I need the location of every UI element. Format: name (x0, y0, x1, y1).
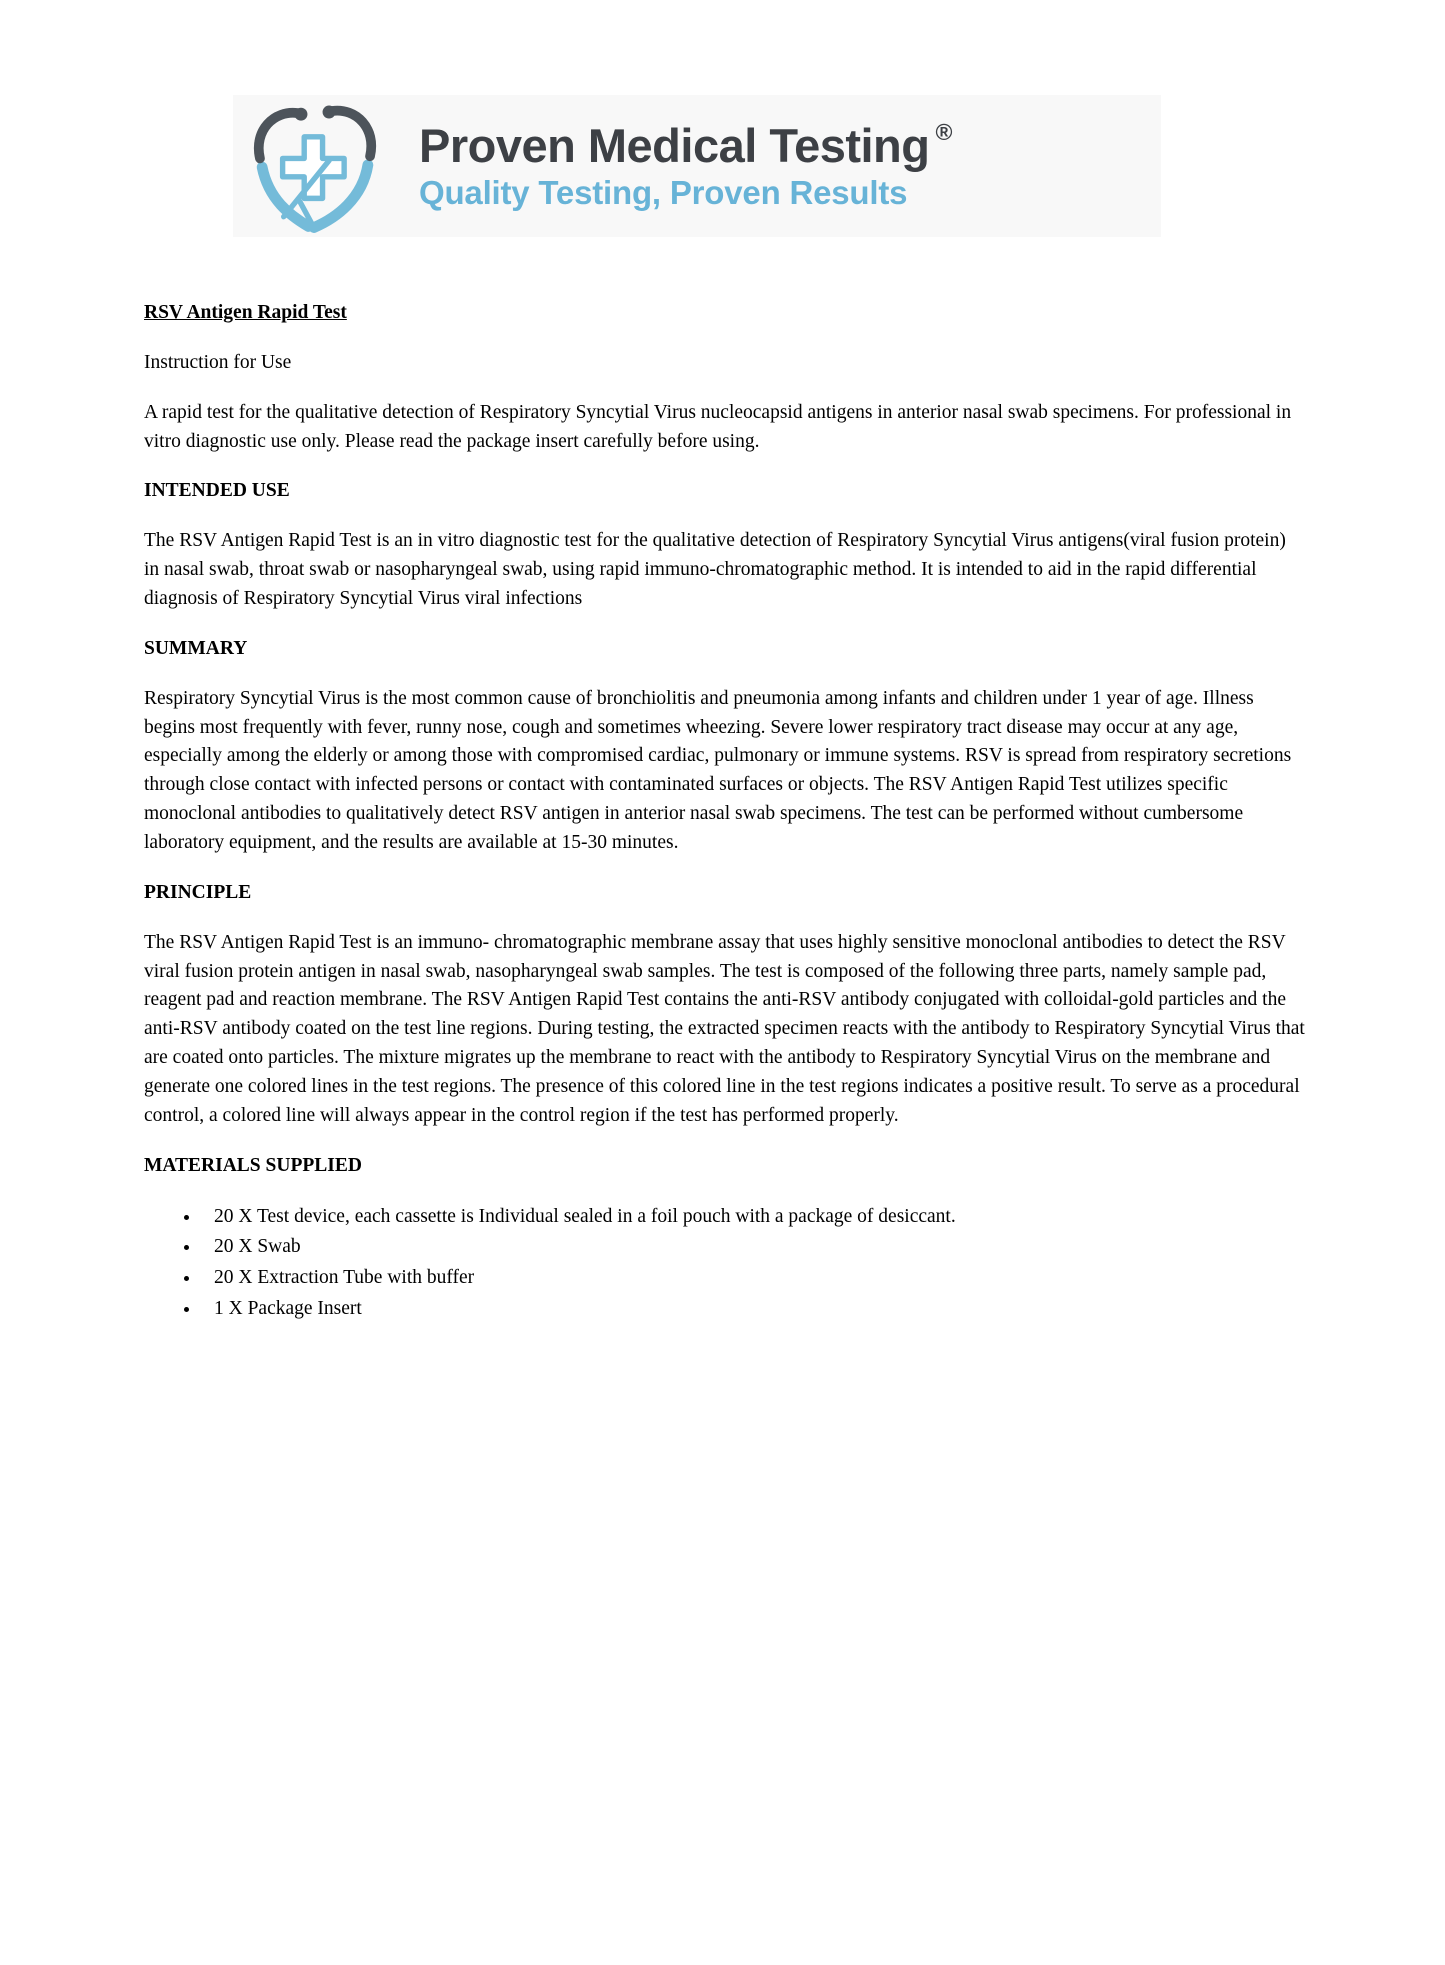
brand-tagline: Quality Testing, Proven Results (419, 173, 908, 211)
document-title: RSV Antigen Rapid Test (144, 302, 347, 323)
brand-name-text: Proven Medical Testing (419, 119, 930, 173)
section-heading-intended-use: INTENDED USE (144, 480, 290, 502)
materials-list (144, 1202, 1305, 1325)
document-page (0, 95, 1445, 1325)
document-content (144, 299, 1305, 1325)
logo-text (419, 120, 952, 211)
brand-name (419, 119, 952, 173)
list-item: • 20 X Extraction Tube with buffer (201, 1263, 1305, 1294)
section-heading-summary: SUMMARY (144, 637, 248, 659)
section-heading-materials-supplied: MATERIALS SUPPLIED (144, 1154, 362, 1176)
list-item: • 20 X Test device, each cassette is Individual sealed in a foil pouch with a package of desiccant. (201, 1202, 1305, 1233)
registered-trademark-icon: ® (935, 119, 952, 146)
section-heading-principle: PRINCIPLE (144, 881, 252, 903)
list-item: • 20 X Swab (201, 1232, 1305, 1263)
section-body-intended-use: The RSV Antigen Rapid Test is an in vitro diagnostic test for the qualitative detection of Respiratory Syncytial Virus antigens(viral fusion protein) in nasal swab, throat swab or nasopharyngeal swab, using rapid immuno-chromatographic method. It is intended to aid in the rapid differential diagnosis of Respiratory Syncytial Virus viral infections (144, 530, 1286, 610)
stethoscope-heart-icon (239, 98, 391, 234)
section-body-summary: Respiratory Syncytial Virus is the most common cause of bronchiolitis and pneumonia among infants and children under 1 year of age. Illness begins most frequently with fever, runny nose, cough and sometimes wheezing. Severe lower respiratory tract disease may occur at any age, especially among the elderly or among those with compromised cardiac, pulmonary or immune systems. RSV is spread from respiratory secretions through close contact with infected persons or contact with contaminated surfaces or objects. The RSV Antigen Rapid Test utilizes specific monoclonal antibodies to qualitatively detect RSV antigen in anterior nasal swab specimens. The test can be performed without cumbersome laboratory equipment, and the results are available at 15-30 minutes. (144, 687, 1292, 854)
section-body-principle: The RSV Antigen Rapid Test is an immuno- chromatographic membrane assay that uses highly sensitive monoclonal antibodies to detect the RSV viral fusion protein antigen in nasal swab, nasopharyngeal swab samples. The test is composed of the following three parts, namely sample pad, reagent pad and reaction membrane. The RSV Antigen Rapid Test contains the anti-RSV antibody conjugated with colloidal-gold particles and the anti-RSV antibody coated on the test line regions. During testing, the extracted specimen reacts with the antibody to Respiratory Syncytial Virus that are coated onto particles. The mixture migrates up the membrane to react with the antibody to Respiratory Syncytial Virus on the membrane and generate one colored lines in the test regions. The presence of this colored line in the test regions indicates a positive result. To serve as a procedural control, a colored line will always appear in the control region if the test has performed properly. (144, 931, 1305, 1126)
document-subtitle: Instruction for Use (144, 351, 292, 373)
brand-logo (233, 95, 1161, 237)
intro-paragraph: A rapid test for the qualitative detection of Respiratory Syncytial Virus nucleocapsid antigens in anterior nasal swab specimens. For professional in vitro diagnostic use only. Please read the package insert carefully before using. (144, 401, 1292, 452)
list-item: • 1 X Package Insert (201, 1294, 1305, 1325)
